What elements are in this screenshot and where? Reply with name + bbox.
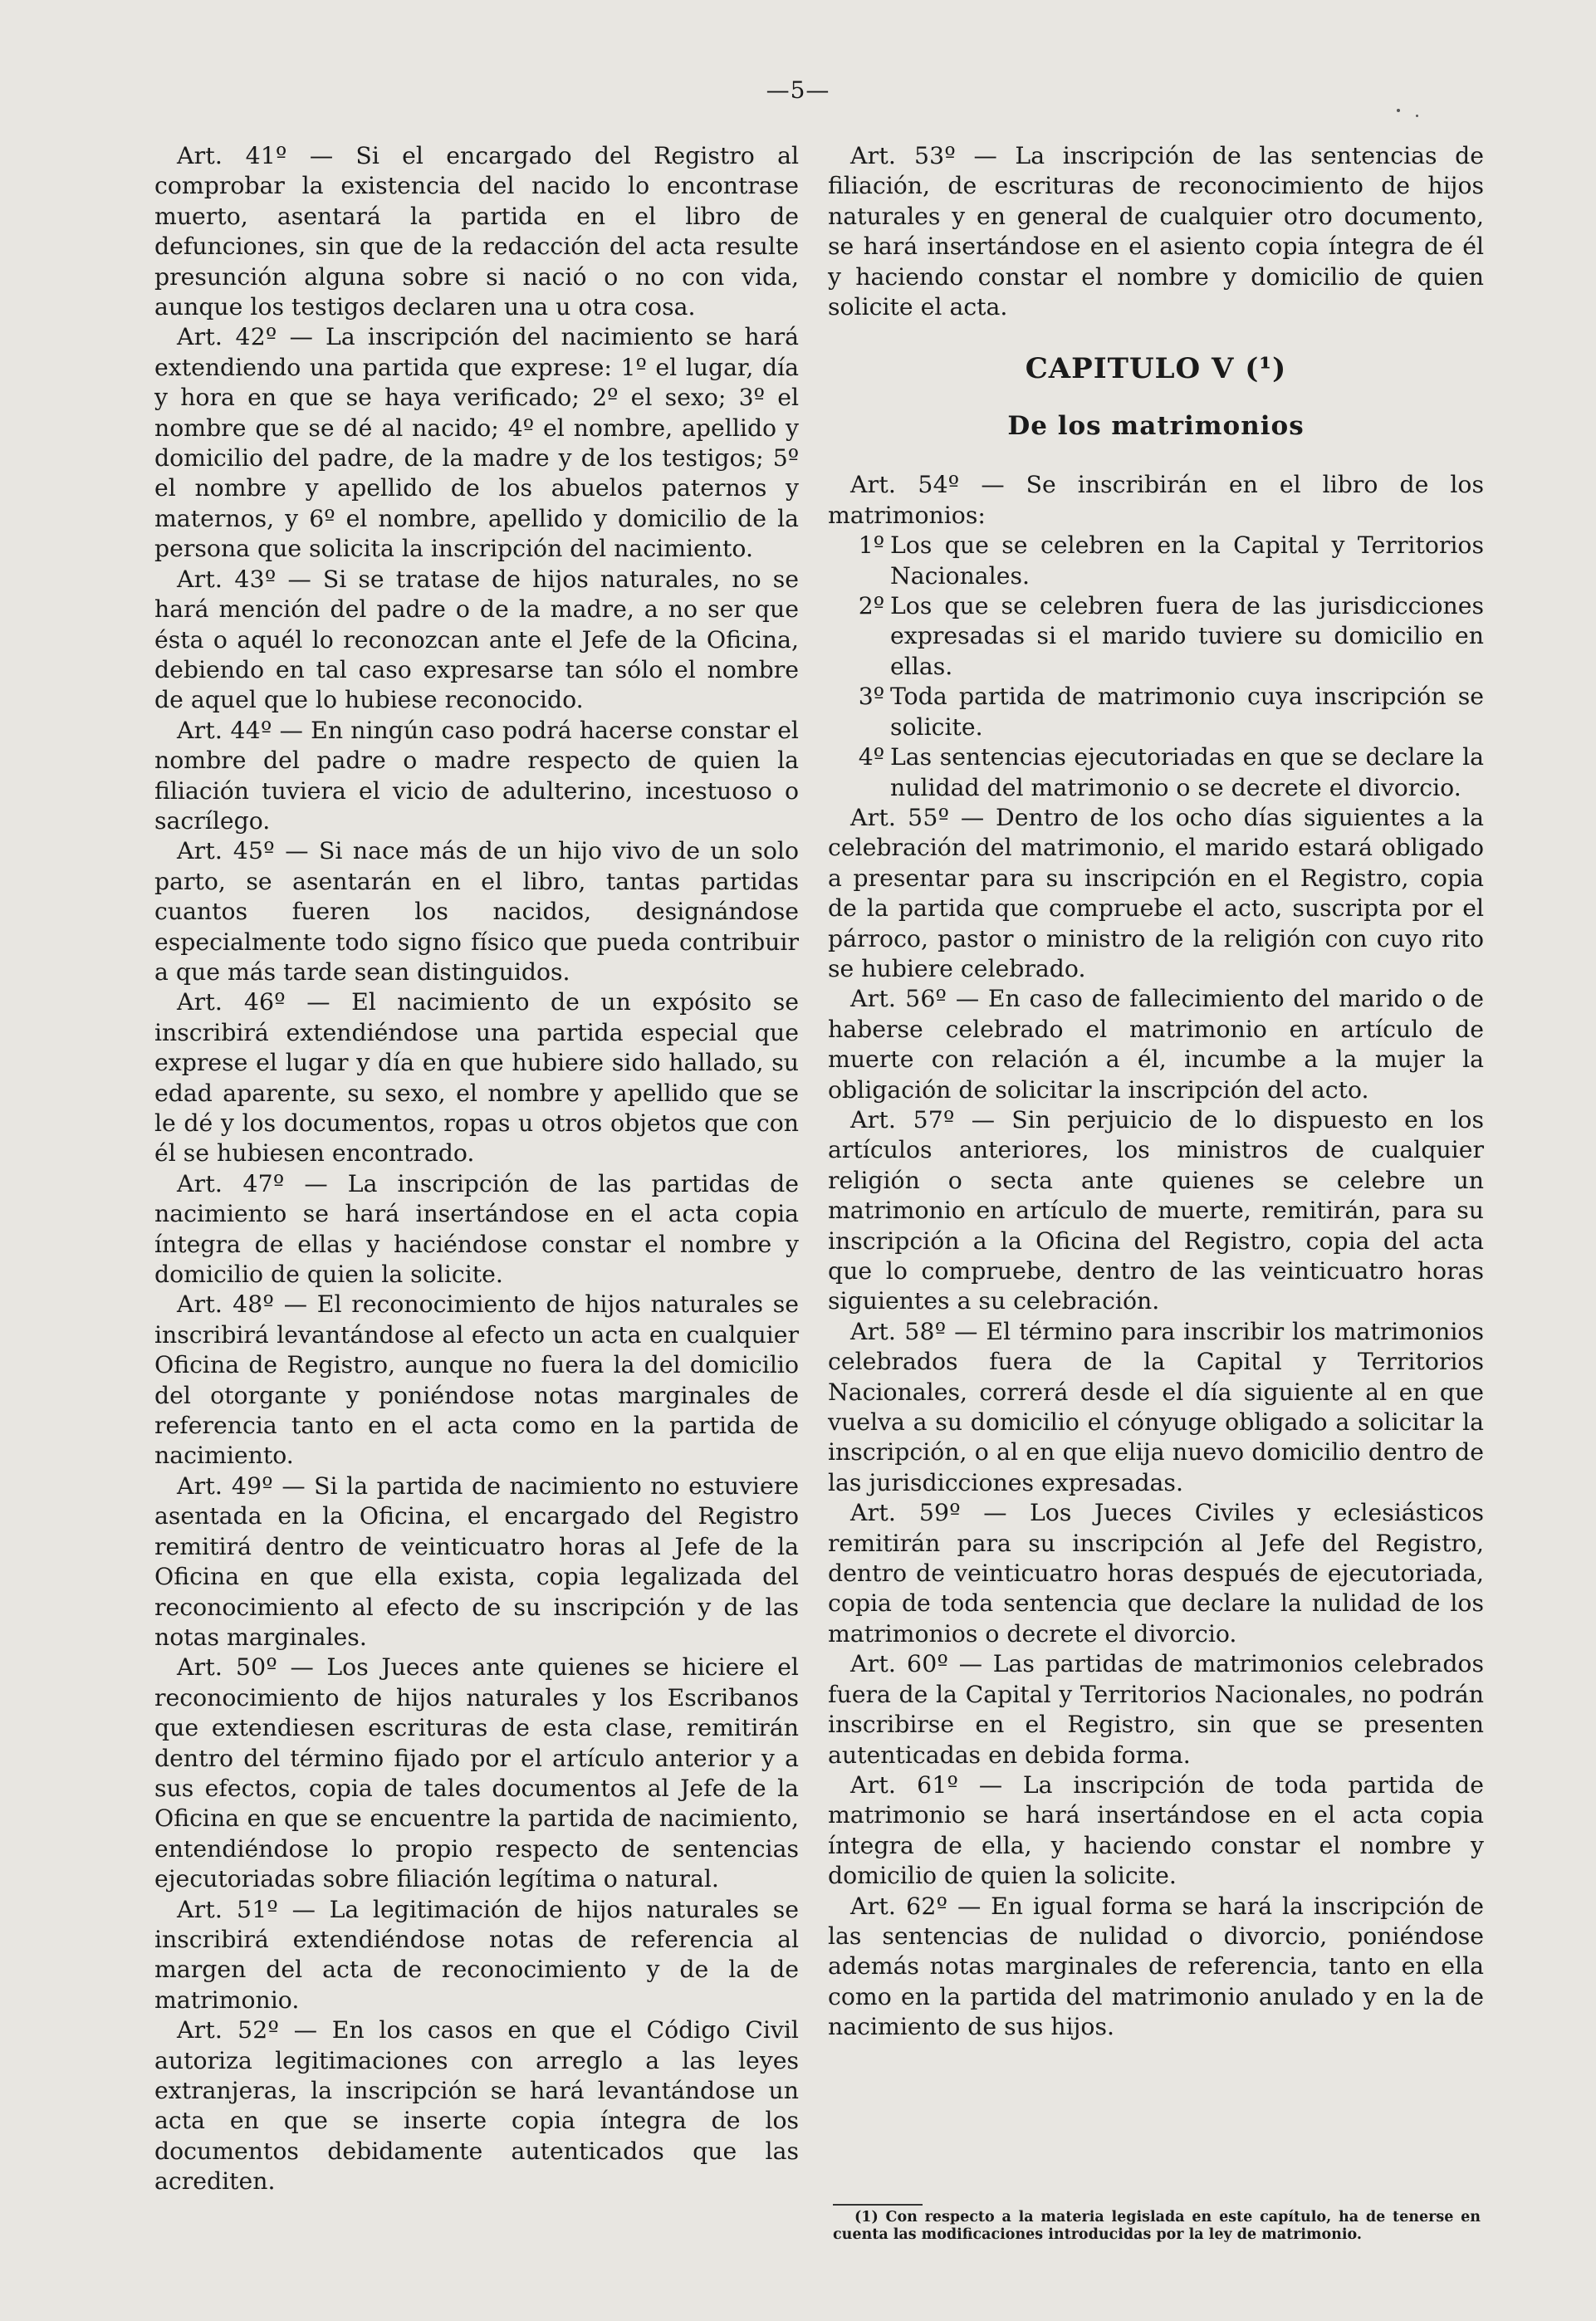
article-text: — Las partidas de matrimonios celebrados fuera de la Capital y Territorios Nacionales, no podrán inscribirse en el Registro, sin que se presenten autenticadas en debida forma.: [828, 1650, 1484, 1769]
article-text: — En ningún caso podrá hacerse constar el nombre del padre o madre respecto de quien la filiación tuviera el vicio de adulterino, incestuoso o sacrílego.: [154, 716, 799, 835]
article-54: [828, 470, 1484, 531]
article-text: — Se inscribirán en el libro de los matrimonios:: [828, 471, 1484, 529]
article-label: Art. 42º: [177, 323, 277, 351]
article-44: [154, 716, 799, 837]
article-label: Art. 49º: [177, 1471, 273, 1500]
article-62: [828, 1892, 1484, 2043]
article-text: — Los Jueces ante quienes se hiciere el reconocimiento de hijos naturales y los Escribanos que extendiesen escrituras de esta clase, remitirán dentro del término fijado por el artículo anterior y a sus efectos, copia de tales documentos al Jefe de la Oficina en que se encuentre la partida de nacimiento, entendiéndose lo propio respecto de sentencias ejecutoriadas sobre filiación legítima o natural.: [154, 1653, 799, 1893]
article-label: Art. 60º: [850, 1650, 948, 1678]
article-text: — La inscripción de las sentencias de filiación, de escrituras de reconocimiento de hijos naturales y en general de cualquier otro documento, se hará insertándose en el asiento copia íntegra de él y haciendo constar el nombre y domicilio de quien solicite el acta.: [828, 142, 1484, 321]
article-label: Art. 50º: [177, 1653, 277, 1682]
article-text: — Sin perjuicio de lo dispuesto en los artículos anteriores, los ministros de cualquier religión o secta ante quienes se celebre un matrimonio en artículo de muerte, remitirán, para su inscripción a la Oficina del Registro, copia del acta que lo compruebe, dentro de las veinticuatro horas siguientes a su celebración.: [828, 1105, 1484, 1315]
article-52: [154, 2015, 799, 2196]
article-45: [154, 836, 799, 987]
article-42: [154, 322, 799, 564]
article-label: Art. 51º: [177, 1895, 278, 1923]
article-label: Art. 48º: [177, 1290, 274, 1319]
article-text: — La legitimación de hijos naturales se inscribirá extendiéndose notas de referencia al margen del acta de reconocimiento y de la de matrimonio.: [154, 1895, 799, 2014]
list-item-text: Toda partida de matrimonio cuya inscripción se solicite.: [890, 683, 1484, 741]
article-51: [154, 1895, 799, 2016]
article-53: [828, 141, 1484, 322]
article-label: Art. 54º: [850, 471, 960, 499]
chapter-title: [828, 352, 1484, 385]
list-item-text: Los que se celebren fuera de las jurisdicciones expresadas si el marido tuviere su domicilio en ellas.: [890, 592, 1484, 680]
right-column: [828, 141, 1484, 2043]
list-item-number: 2º: [858, 592, 884, 620]
article-label: Art. 44º: [177, 716, 272, 744]
list-item: [828, 682, 1484, 742]
scan-speck: [1397, 109, 1400, 112]
chapter-subtitle: De los matrimonios: [1007, 411, 1305, 442]
article-49: [154, 1471, 799, 1653]
article-label: Art. 46º: [177, 988, 286, 1016]
scan-speck: [1416, 115, 1418, 117]
page-number: —5—: [766, 76, 830, 104]
article-58: [828, 1317, 1484, 1498]
article-57: [828, 1105, 1484, 1317]
article-55: [828, 803, 1484, 984]
list-item-text: Los que se celebren en la Capital y Territorios Nacionales.: [890, 531, 1484, 590]
article-label: Art. 55º: [850, 803, 950, 831]
list-item: [828, 531, 1484, 591]
article-text: — La inscripción del nacimiento se hará extendiendo una partida que exprese: 1º el lugar, día y hora en que se haya verificado; 2º el sexo; 3º el nombre que se dé al nacido; 4º el nombre, apellido y domicilio del padre, de la madre y de los testigos; 5º el nombre y apellido de los abuelos paternos y maternos, y 6º el nombre, apellido y domicilio de la persona que solicita la inscripción del nacimiento.: [154, 323, 799, 563]
footnote-reference: (¹): [1245, 352, 1287, 386]
article-54-list: [828, 531, 1484, 803]
article-47: [154, 1169, 799, 1290]
article-label: Art. 58º: [850, 1317, 947, 1345]
article-label: Art. 43º: [177, 565, 277, 593]
footnote: (1) Con respecto a la materia legislada en este capítulo, ha de tenerse en cuenta las modificaciones introducidas por la ley de matrimonio.: [833, 2209, 1481, 2243]
article-56: [828, 984, 1484, 1105]
article-text: — Si nace más de un hijo vivo de un solo parto, se asentarán en el libro, tantas partidas cuantos fueren los nacidos, designándose especialmente todo signo físico que pueda contribuir a que más tarde sean distinguidos.: [154, 837, 799, 986]
article-label: Art. 61º: [850, 1770, 959, 1799]
article-60: [828, 1649, 1484, 1770]
article-label: Art. 45º: [177, 837, 275, 865]
article-text: — En los casos en que el Código Civil autoriza legitimaciones con arreglo a las leyes extranjeras, la inscripción se hará levantándose un acta en que se inserte copia íntegra de los documentos debidamente autenticados que las acrediten.: [154, 2016, 799, 2196]
article-label: Art. 53º: [850, 142, 956, 169]
article-text: — El reconocimiento de hijos naturales se inscribirá levantándose al efecto un acta en cualquier Oficina de Registro, aunque no fuera la del domicilio del otorgante y poniéndose notas marginales de referencia tanto en el acta como en la partida de nacimiento.: [154, 1290, 799, 1470]
article-text: — Si la partida de nacimiento no estuviere asentada en la Oficina, el encargado del Registro remitirá dentro de veinticuatro horas al Jefe de la Oficina en que ella exista, copia legalizada del reconocimiento al efecto de su inscripción y de las notas marginales.: [154, 1471, 799, 1651]
chapter-title-text: CAPITULO V: [1025, 352, 1235, 386]
article-61: [828, 1770, 1484, 1892]
article-43: [154, 565, 799, 716]
article-label: Art. 56º: [850, 985, 947, 1013]
article-text: — El término para inscribir los matrimonios celebrados fuera de la Capital y Territorios Nacionales, correrá desde el día siguiente al en que vuelva a su domicilio el cónyuge obligado a solicitar la inscripción, o al en que elija nuevo domicilio dentro de las jurisdicciones expresadas.: [828, 1317, 1484, 1496]
article-text: — El nacimiento de un expósito se inscribirá extendiéndose una partida especial que exprese el lugar y día en que hubiere sido hallado, su edad aparente, su sexo, el nombre y apellido que se le dé y los documentos, ropas u otros objetos que con él se hubiesen encontrado.: [154, 988, 799, 1168]
article-text: — En caso de fallecimiento del marido o de haberse celebrado el matrimonio en artículo de muerte con relación a él, incumbe a la mujer la obligación de solicitar la inscripción del acto.: [828, 985, 1484, 1104]
article-text: — Si el encargado del Registro al comprobar la existencia del nacido lo encontrase muerto, asentará la partida en el libro de defunciones, sin que de la redacción del acta resulte presunción alguna sobre si nació o no con vida, aunque los testigos declaren una u otra cosa.: [154, 142, 799, 321]
list-item: [828, 742, 1484, 803]
article-label: Art. 57º: [850, 1105, 955, 1134]
list-item-text: Las sentencias ejecutoriadas en que se declare la nulidad del matrimonio o se decrete el divorcio.: [890, 743, 1484, 801]
article-59: [828, 1498, 1484, 1649]
article-text: — Los Jueces Civiles y eclesiásticos remitirán para su inscripción al Jefe del Registro, dentro de veinticuatro horas después de ejecutoriada, copia de toda sentencia que declare la nulidad de los matrimonios o decrete el divorcio.: [828, 1499, 1484, 1648]
article-48: [154, 1290, 799, 1471]
article-50: [154, 1653, 799, 1894]
article-label: Art. 47º: [177, 1169, 285, 1197]
article-text: — La inscripción de toda partida de matrimonio se hará insertándose en el acta copia íntegra de ella, y haciendo constar el nombre y domicilio de quien la solicite.: [828, 1770, 1484, 1890]
article-label: Art. 59º: [850, 1499, 961, 1527]
article-41: [154, 141, 799, 322]
article-text: — En igual forma se hará la inscripción de las sentencias de nulidad o divorcio, poniéndose además notas marginales de referencia, tanto en ella como en la partida del matrimonio anulado y en la de nacimiento de sus hijos.: [828, 1892, 1484, 2041]
list-item-number: 4º: [858, 743, 884, 771]
left-column: [154, 141, 799, 2197]
article-text: — Si se tratase de hijos naturales, no se hará mención del padre o de la madre, a no ser que ésta o aquél lo reconozcan ante el Jefe de la Oficina, debiendo en tal caso expresarse tan sólo el nombre de aquel que lo hubiese reconocido.: [154, 565, 799, 714]
article-label: Art. 62º: [850, 1892, 948, 1920]
list-item: [828, 591, 1484, 682]
article-text: — La inscripción de las partidas de nacimiento se hará insertándose en el acta copia íntegra de ellas y haciéndose constar el nombre y domicilio de quien la solicite.: [154, 1169, 799, 1289]
article-label: Art. 52º: [177, 2016, 279, 2044]
list-item-number: 1º: [858, 531, 884, 560]
article-label: Art. 41º: [177, 142, 287, 169]
list-item-number: 3º: [858, 683, 884, 711]
article-text: — Dentro de los ocho días siguientes a la celebración del matrimonio, el marido estará obligado a presentar para su inscripción en el Registro, copia de la partida que compruebe el acto, suscripta por el párroco, pastor o ministro de la religión con cuyo rito se hubiere celebrado.: [828, 803, 1484, 982]
article-46: [154, 987, 799, 1168]
footnote-divider: [833, 2204, 923, 2206]
